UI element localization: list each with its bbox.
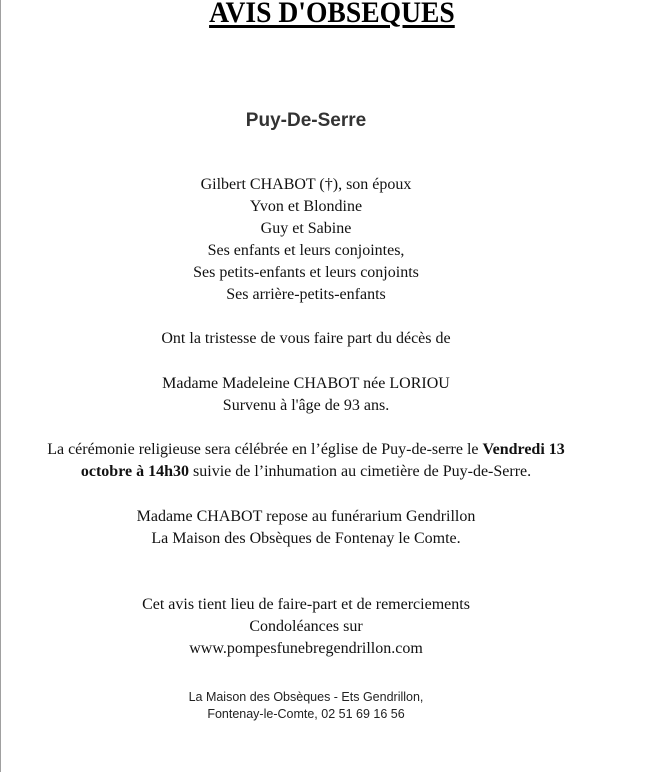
ceremony-date: Vendredi 13	[482, 441, 565, 458]
closing-line: Condoléances sur	[249, 618, 363, 635]
family-line: Yvon et Blondine	[249, 198, 363, 215]
ceremony-time: octobre à 14h30	[80, 463, 190, 480]
footer-line: La Maison des Obsèques - Ets Gendrillon,	[188, 690, 424, 704]
announcement: Ont la tristesse de vous faire part du décès de	[161, 330, 451, 347]
ceremony-text: suivie de l’inhumation au cimetière de Puy-de-Serre.	[189, 463, 532, 480]
family-line: Ses arrière-petits-enfants	[226, 286, 386, 303]
family-line: Ses enfants et leurs conjointes,	[207, 242, 405, 259]
town-name: Puy-De-Serre	[245, 110, 367, 131]
rest-line: Madame CHABOT repose au funérarium Gendrillon	[136, 508, 476, 525]
ceremony-line-2	[0, 463, 612, 481]
page-title: AVIS D'OBSEQUES	[209, 0, 455, 29]
deceased-age: Survenu à l'âge de 93 ans.	[222, 397, 390, 414]
family-line: Ses petits-enfants et leurs conjoints	[193, 264, 419, 281]
website-link[interactable]: www.pompesfunebregendrillon.com	[189, 640, 423, 657]
ceremony-text: La cérémonie religieuse sera célébrée en l’église de Puy-de-serre le	[47, 441, 483, 458]
family-line: Guy et Sabine	[260, 220, 352, 237]
closing-line: Cet avis tient lieu de faire-part et de remerciements	[142, 596, 470, 613]
ceremony-line-1	[0, 441, 612, 459]
family-line: Gilbert CHABOT (†), son époux	[200, 176, 412, 193]
deceased-name: Madame Madeleine CHABOT née LORIOU	[162, 375, 450, 392]
rest-line: La Maison des Obsèques de Fontenay le Comte.	[151, 530, 461, 547]
footer-line: Fontenay-le-Comte, 02 51 69 16 56	[207, 707, 405, 721]
